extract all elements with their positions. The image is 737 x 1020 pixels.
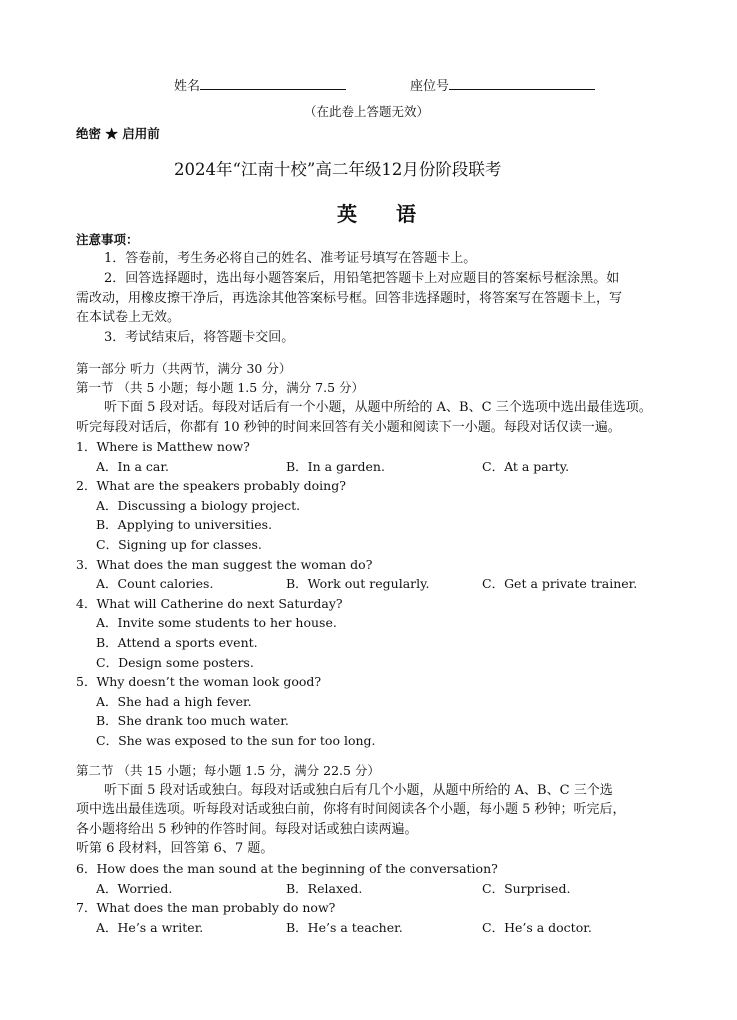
subject-title: 英 语 [337,202,432,226]
question-2-option-c: C．Signing up for classes. [96,537,262,552]
question-6-option-b: B．Relaxed. [286,881,363,896]
exam-title: 2024年“江南十校”高二年级12月份阶段联考 [174,160,502,179]
question-6-stem: 6．How does the man sound at the beginning of the conversation? [76,861,498,876]
question-4-option-c: C．Design some posters. [96,655,254,670]
question-1-option-c: C．At a party. [482,459,570,474]
question-1-option-b: B．In a garden. [286,459,385,474]
section2-instruction-line-3: 各小题将给出 5 秒钟的作答时间。每段对话或独白读两遍。 [76,822,418,837]
secret-mark: 绝密 ★ 启用前 [76,126,160,141]
question-6-option-c: C．Surprised. [482,881,571,896]
question-5-option-c: C．She was exposed to the sun for too long. [96,733,376,748]
notice-item-3: 3．考试结束后，将答题卡交回。 [104,330,295,345]
question-2-option-b: B．Applying to universities. [96,517,273,532]
question-4-option-a: A．Invite some students to her house. [96,615,337,630]
name-label: 姓名 [174,79,201,94]
question-3-option-a: A．Count calories. [96,576,214,591]
notice-item-2-line-3: 在本试卷上无效。 [76,310,181,325]
question-5-option-b: B．She drank too much water. [96,713,289,728]
section1-heading: 第一节 （共 5 小题；每小题 1.5 分，满分 7.5 分） [76,380,365,395]
section2-instruction-line-1: 听下面 5 段对话或独白。每段对话或独白后有几个小题，从题中所给的 A、B、C 三个选 [104,783,613,798]
question-1-stem: 1．Where is Matthew now? [76,439,250,454]
question-4-stem: 4．What will Catherine do next Saturday? [76,596,343,611]
material-6-note: 听第 6 段材料，回答第 6、7 题。 [76,841,274,856]
question-5-option-a: A．She had a high fever. [96,694,252,709]
question-7-option-c: C．He’s a doctor. [482,920,592,935]
question-7-option-b: B．He’s a teacher. [286,920,403,935]
question-3-option-b: B．Work out regularly. [286,576,430,591]
part1-heading: 第一部分 听力（共两节，满分 30 分） [76,361,292,376]
name-blank [200,77,346,90]
notice-item-2-line-1: 2．回答选择题时，选出每小题答案后，用铅笔把答题卡上对应题目的答案标号框涂黑。如 [104,271,620,286]
seat-label: 座位号 [410,79,450,94]
section2-heading: 第二节 （共 15 小题；每小题 1.5 分，满分 22.5 分） [76,763,380,778]
seat-field [410,77,595,95]
question-3-option-c: C．Get a private trainer. [482,576,638,591]
question-2-stem: 2．What are the speakers probably doing? [76,478,346,493]
question-5-stem: 5．Why doesn’t the woman look good? [76,674,322,689]
notice-item-2-line-2: 需改动，用橡皮擦干净后，再选涂其他答案标号框。回答非选择题时，将答案写在答题卡上，写 [76,291,623,306]
section2-instruction-line-2: 项中选出最佳选项。听每段对话或独白前，你将有时间阅读各个小题，每小题 5 秒钟；听完后， [76,802,626,817]
section1-instruction-line-2: 听完每段对话后，你都有 10 秒钟的时间来回答有关小题和阅读下一小题。每段对话仅读一遍。 [76,420,621,435]
question-1-option-a: A．In a car. [96,459,169,474]
question-6-option-a: A．Worried. [96,881,173,896]
question-4-option-b: B．Attend a sports event. [96,635,258,650]
seat-blank [449,77,595,90]
section1-instruction-line-1: 听下面 5 段对话。每段对话后有一个小题，从题中所给的 A、B、C 三个选项中选出最佳选项。 [104,400,652,415]
notice-item-1: 1．答卷前，考生务必将自己的姓名、准考证号填写在答题卡上。 [104,251,477,266]
question-3-stem: 3．What does the man suggest the woman do? [76,557,373,572]
question-2-option-a: A．Discussing a biology project. [96,498,301,513]
notice-heading: 注意事项： [76,232,139,247]
invalid-note: （在此卷上答题无效） [304,104,430,119]
question-7-stem: 7．What does the man probably do now? [76,900,336,915]
question-7-option-a: A．He’s a writer. [96,920,204,935]
name-field [174,77,346,95]
